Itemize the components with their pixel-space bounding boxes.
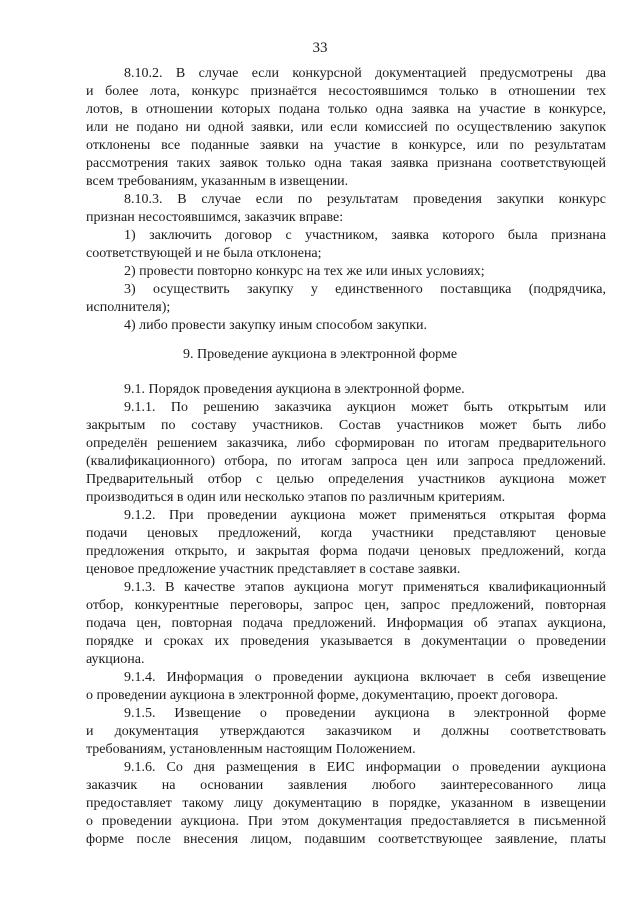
text-line: соответствующей и не была отклонена; [86, 246, 322, 261]
text-line: 9.1.4. Информация о проведении аукциона включает в себя извещение [124, 670, 606, 685]
text-line: о проведении аукциона в электронной форме, документацию, проект договора. [86, 688, 559, 703]
text-line: всем требованиям, указанным в извещении. [86, 174, 349, 189]
text-line: 9.1.5. Извещение о проведении аукциона в электронной форме [124, 706, 606, 721]
text-line: аукциона. [86, 652, 145, 667]
text-line: и более лота, конкурс признаётся несостоявшимся только в отношении тех [86, 84, 606, 99]
text-line: порядке и сроках их проведения указывается в документации о проведении [86, 634, 606, 649]
text-line: и документация утверждаются заказчиком и должны соответствовать [86, 724, 606, 739]
text-line: 3) осуществить закупку у единственного поставщика (подрядчика, [124, 282, 606, 297]
text-line: подачи ценовых предложений, когда участники представляют ценовые [86, 526, 606, 541]
text-line: отбор, конкурентные переговоры, запрос цен, запрос предложений, повторная [86, 598, 606, 613]
text-line: признан несостоявшимся, заказчик вправе: [86, 210, 344, 225]
text-line: 9.1. Порядок проведения аукциона в электронной форме. [124, 382, 465, 397]
text-line: 9.1.6. Со дня размещения в ЕИС информации о проведении аукциона [124, 760, 606, 775]
text-line: 9.1.3. В качестве этапов аукциона могут применяться квалификационный [124, 580, 606, 595]
text-line: подача цен, повторная подача предложений. Информация об этапах аукциона, [86, 616, 606, 631]
text-line: о проведении аукциона. При этом документация предоставляется в письменной [86, 814, 606, 829]
text-line: форме после внесения лицом, подавшим соответствующее заявление, платы [86, 832, 606, 847]
text-line: заказчик на основании заявления любого заинтересованного лица [86, 778, 606, 793]
text-line: отклонены все поданные заявки на участие в конкурсе, или по результатам [86, 138, 606, 153]
text-line: 9.1.2. При проведении аукциона может применяться открытая форма [124, 508, 606, 523]
page-number: 33 [312, 40, 328, 56]
text-line: предоставляет такому лицу документацию в порядке, указанном в извещении [86, 796, 606, 811]
text-line: производиться в один или несколько этапов по различным критериям. [86, 490, 506, 505]
text-line: Предварительный отбор с целью определения участников аукциона может [86, 472, 606, 487]
section-heading: 9. Проведение аукциона в электронной форме [182, 347, 458, 362]
text-line: (квалификационного) отбора, по итогам запроса цен или запроса предложений. [86, 454, 606, 469]
text-line: 8.10.3. В случае если по результатам проведения закупки конкурс [124, 192, 606, 207]
text-line: 8.10.2. В случае если конкурсной документацией предусмотрены два [124, 66, 606, 81]
text-line: рассмотрения таких заявок только одна такая заявка признана соответствующей [86, 156, 606, 171]
text-line: закрытым по составу участников. Состав участников может быть либо [86, 418, 606, 433]
text-line: 1) заключить договор с участником, заявка которого была признана [124, 228, 606, 243]
text-line: лотов, в отношении которых подана только одна заявка на участие в конкурсе, [86, 102, 606, 117]
text-line: 9.1.1. По решению заказчика аукцион может быть открытым или [124, 400, 606, 415]
text-line: определён решением заказчика, либо сформирован по итогам предварительного [86, 436, 606, 451]
text-line: или не подано ни одной заявки, или если комиссией по осуществлению закупок [86, 120, 606, 135]
text-line: исполнителя); [86, 300, 171, 315]
text-line: ценовое предложение участник представляет в составе заявки. [86, 562, 461, 577]
text-line: требованиям, установленным настоящим Положением. [86, 742, 416, 757]
text-line: предложения открыто, и закрытая форма подачи ценовых предложений, когда [86, 544, 606, 559]
text-line: 4) либо провести закупку иным способом закупки. [124, 318, 427, 333]
text-line: 2) провести повторно конкурс на тех же или иных условиях; [124, 264, 485, 279]
